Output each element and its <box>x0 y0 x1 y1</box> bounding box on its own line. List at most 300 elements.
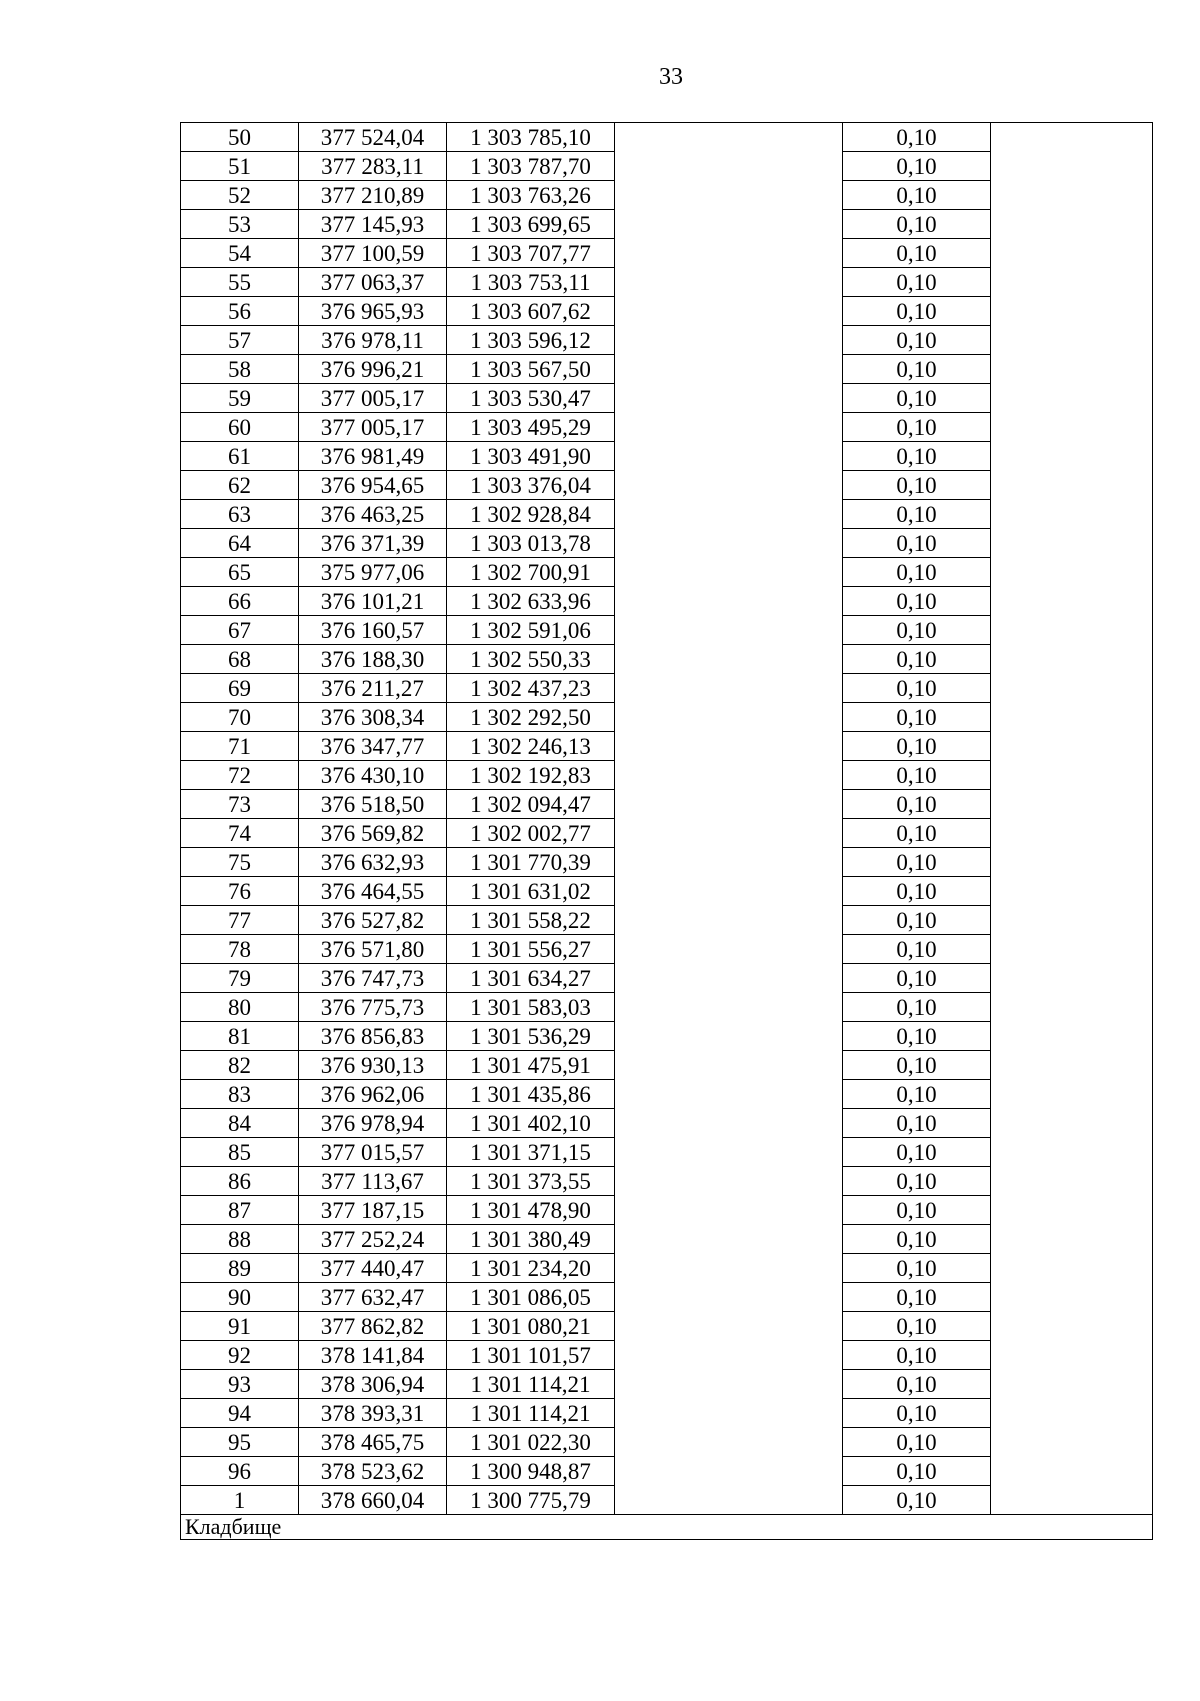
table-row <box>181 181 1153 210</box>
y-coordinate-cell: 1 302 928,84 <box>447 500 615 529</box>
y-coordinate-cell: 1 301 086,05 <box>447 1283 615 1312</box>
point-number-cell: 95 <box>181 1428 299 1457</box>
table-row <box>181 645 1153 674</box>
table-row <box>181 1283 1153 1312</box>
x-coordinate-cell: 377 063,37 <box>299 268 447 297</box>
accuracy-cell: 0,10 <box>843 1283 991 1312</box>
accuracy-cell: 0,10 <box>843 906 991 935</box>
x-coordinate-cell: 376 632,93 <box>299 848 447 877</box>
blank-cell <box>615 732 843 761</box>
blank-cell <box>991 1428 1153 1457</box>
blank-cell <box>991 1399 1153 1428</box>
table-row <box>181 442 1153 471</box>
y-coordinate-cell: 1 303 596,12 <box>447 326 615 355</box>
accuracy-cell: 0,10 <box>843 413 991 442</box>
blank-cell <box>615 790 843 819</box>
blank-cell <box>615 993 843 1022</box>
blank-cell <box>615 877 843 906</box>
point-number-cell: 73 <box>181 790 299 819</box>
x-coordinate-cell: 378 465,75 <box>299 1428 447 1457</box>
blank-cell <box>615 384 843 413</box>
blank-cell <box>615 1370 843 1399</box>
coordinates-table-container <box>180 122 1152 1540</box>
table-row <box>181 906 1153 935</box>
y-coordinate-cell: 1 302 437,23 <box>447 674 615 703</box>
accuracy-cell: 0,10 <box>843 877 991 906</box>
blank-cell <box>615 471 843 500</box>
table-row <box>181 877 1153 906</box>
blank-cell <box>615 558 843 587</box>
point-number-cell: 75 <box>181 848 299 877</box>
y-coordinate-cell: 1 303 495,29 <box>447 413 615 442</box>
x-coordinate-cell: 376 978,11 <box>299 326 447 355</box>
x-coordinate-cell: 376 965,93 <box>299 297 447 326</box>
y-coordinate-cell: 1 303 785,10 <box>447 123 615 152</box>
coordinates-table <box>180 122 1153 1540</box>
table-row <box>181 1080 1153 1109</box>
blank-cell <box>991 355 1153 384</box>
blank-cell <box>615 1428 843 1457</box>
accuracy-cell: 0,10 <box>843 1399 991 1428</box>
point-number-cell: 72 <box>181 761 299 790</box>
point-number-cell: 67 <box>181 616 299 645</box>
y-coordinate-cell: 1 303 607,62 <box>447 297 615 326</box>
x-coordinate-cell: 378 393,31 <box>299 1399 447 1428</box>
y-coordinate-cell: 1 303 699,65 <box>447 210 615 239</box>
table-row <box>181 239 1153 268</box>
blank-cell <box>991 500 1153 529</box>
accuracy-cell: 0,10 <box>843 1138 991 1167</box>
table-row <box>181 587 1153 616</box>
point-number-cell: 1 <box>181 1486 299 1515</box>
blank-cell <box>615 1051 843 1080</box>
accuracy-cell: 0,10 <box>843 645 991 674</box>
table-row <box>181 703 1153 732</box>
x-coordinate-cell: 376 962,06 <box>299 1080 447 1109</box>
blank-cell <box>615 1486 843 1515</box>
point-number-cell: 85 <box>181 1138 299 1167</box>
y-coordinate-cell: 1 302 633,96 <box>447 587 615 616</box>
blank-cell <box>991 993 1153 1022</box>
blank-cell <box>615 1109 843 1138</box>
table-row <box>181 297 1153 326</box>
y-coordinate-cell: 1 303 013,78 <box>447 529 615 558</box>
table-row <box>181 1225 1153 1254</box>
blank-cell <box>991 935 1153 964</box>
accuracy-cell: 0,10 <box>843 500 991 529</box>
table-row <box>181 732 1153 761</box>
point-number-cell: 86 <box>181 1167 299 1196</box>
blank-cell <box>615 1457 843 1486</box>
point-number-cell: 65 <box>181 558 299 587</box>
blank-cell <box>615 1138 843 1167</box>
blank-cell <box>991 790 1153 819</box>
blank-cell <box>615 1341 843 1370</box>
point-number-cell: 66 <box>181 587 299 616</box>
y-coordinate-cell: 1 301 114,21 <box>447 1370 615 1399</box>
point-number-cell: 96 <box>181 1457 299 1486</box>
blank-cell <box>991 819 1153 848</box>
blank-cell <box>615 297 843 326</box>
point-number-cell: 93 <box>181 1370 299 1399</box>
accuracy-cell: 0,10 <box>843 181 991 210</box>
x-coordinate-cell: 377 283,11 <box>299 152 447 181</box>
table-row <box>181 1399 1153 1428</box>
y-coordinate-cell: 1 301 022,30 <box>447 1428 615 1457</box>
accuracy-cell: 0,10 <box>843 1370 991 1399</box>
blank-cell <box>991 442 1153 471</box>
y-coordinate-cell: 1 301 556,27 <box>447 935 615 964</box>
x-coordinate-cell: 376 430,10 <box>299 761 447 790</box>
accuracy-cell: 0,10 <box>843 442 991 471</box>
blank-cell <box>991 123 1153 152</box>
point-number-cell: 62 <box>181 471 299 500</box>
accuracy-cell: 0,10 <box>843 616 991 645</box>
point-number-cell: 83 <box>181 1080 299 1109</box>
blank-cell <box>615 616 843 645</box>
blank-cell <box>991 181 1153 210</box>
accuracy-cell: 0,10 <box>843 529 991 558</box>
accuracy-cell: 0,10 <box>843 703 991 732</box>
point-number-cell: 94 <box>181 1399 299 1428</box>
x-coordinate-cell: 376 996,21 <box>299 355 447 384</box>
point-number-cell: 68 <box>181 645 299 674</box>
table-row <box>181 1486 1153 1515</box>
point-number-cell: 56 <box>181 297 299 326</box>
table-row <box>181 761 1153 790</box>
blank-cell <box>615 500 843 529</box>
table-row <box>181 355 1153 384</box>
point-number-cell: 55 <box>181 268 299 297</box>
y-coordinate-cell: 1 303 530,47 <box>447 384 615 413</box>
x-coordinate-cell: 376 211,27 <box>299 674 447 703</box>
y-coordinate-cell: 1 302 591,06 <box>447 616 615 645</box>
accuracy-cell: 0,10 <box>843 1312 991 1341</box>
y-coordinate-cell: 1 302 094,47 <box>447 790 615 819</box>
accuracy-cell: 0,10 <box>843 1051 991 1080</box>
table-row <box>181 1109 1153 1138</box>
y-coordinate-cell: 1 301 371,15 <box>447 1138 615 1167</box>
blank-cell <box>991 1225 1153 1254</box>
point-number-cell: 74 <box>181 819 299 848</box>
point-number-cell: 60 <box>181 413 299 442</box>
point-number-cell: 53 <box>181 210 299 239</box>
table-row <box>181 819 1153 848</box>
x-coordinate-cell: 376 569,82 <box>299 819 447 848</box>
accuracy-cell: 0,10 <box>843 1486 991 1515</box>
x-coordinate-cell: 376 978,94 <box>299 1109 447 1138</box>
x-coordinate-cell: 376 856,83 <box>299 1022 447 1051</box>
blank-cell <box>991 703 1153 732</box>
table-row <box>181 1167 1153 1196</box>
blank-cell <box>615 239 843 268</box>
accuracy-cell: 0,10 <box>843 761 991 790</box>
blank-cell <box>615 935 843 964</box>
blank-cell <box>991 558 1153 587</box>
blank-cell <box>991 413 1153 442</box>
table-row <box>181 790 1153 819</box>
point-number-cell: 71 <box>181 732 299 761</box>
table-footer-row <box>181 1515 1153 1540</box>
accuracy-cell: 0,10 <box>843 326 991 355</box>
point-number-cell: 84 <box>181 1109 299 1138</box>
x-coordinate-cell: 377 632,47 <box>299 1283 447 1312</box>
blank-cell <box>991 1486 1153 1515</box>
blank-cell <box>615 1399 843 1428</box>
point-number-cell: 77 <box>181 906 299 935</box>
point-number-cell: 57 <box>181 326 299 355</box>
y-coordinate-cell: 1 300 948,87 <box>447 1457 615 1486</box>
x-coordinate-cell: 376 527,82 <box>299 906 447 935</box>
blank-cell <box>615 181 843 210</box>
accuracy-cell: 0,10 <box>843 790 991 819</box>
blank-cell <box>615 964 843 993</box>
blank-cell <box>991 964 1153 993</box>
x-coordinate-cell: 375 977,06 <box>299 558 447 587</box>
y-coordinate-cell: 1 301 558,22 <box>447 906 615 935</box>
accuracy-cell: 0,10 <box>843 1109 991 1138</box>
x-coordinate-cell: 376 160,57 <box>299 616 447 645</box>
table-row <box>181 1312 1153 1341</box>
blank-cell <box>615 442 843 471</box>
x-coordinate-cell: 378 660,04 <box>299 1486 447 1515</box>
accuracy-cell: 0,10 <box>843 355 991 384</box>
table-row <box>181 1341 1153 1370</box>
accuracy-cell: 0,10 <box>843 1022 991 1051</box>
table-row <box>181 529 1153 558</box>
blank-cell <box>991 326 1153 355</box>
blank-cell <box>615 1080 843 1109</box>
accuracy-cell: 0,10 <box>843 123 991 152</box>
point-number-cell: 87 <box>181 1196 299 1225</box>
table-row <box>181 848 1153 877</box>
x-coordinate-cell: 377 524,04 <box>299 123 447 152</box>
table-row <box>181 1457 1153 1486</box>
blank-cell <box>991 239 1153 268</box>
table-row <box>181 935 1153 964</box>
point-number-cell: 58 <box>181 355 299 384</box>
blank-cell <box>991 210 1153 239</box>
blank-cell <box>615 848 843 877</box>
blank-cell <box>991 674 1153 703</box>
blank-cell <box>991 587 1153 616</box>
y-coordinate-cell: 1 302 700,91 <box>447 558 615 587</box>
blank-cell <box>991 268 1153 297</box>
accuracy-cell: 0,10 <box>843 1167 991 1196</box>
point-number-cell: 76 <box>181 877 299 906</box>
blank-cell <box>991 761 1153 790</box>
blank-cell <box>615 645 843 674</box>
table-row <box>181 1196 1153 1225</box>
blank-cell <box>615 703 843 732</box>
accuracy-cell: 0,10 <box>843 558 991 587</box>
blank-cell <box>991 1022 1153 1051</box>
x-coordinate-cell: 378 306,94 <box>299 1370 447 1399</box>
x-coordinate-cell: 376 775,73 <box>299 993 447 1022</box>
accuracy-cell: 0,10 <box>843 964 991 993</box>
point-number-cell: 59 <box>181 384 299 413</box>
table-row <box>181 413 1153 442</box>
y-coordinate-cell: 1 302 550,33 <box>447 645 615 674</box>
blank-cell <box>615 529 843 558</box>
point-number-cell: 79 <box>181 964 299 993</box>
accuracy-cell: 0,10 <box>843 268 991 297</box>
table-row <box>181 268 1153 297</box>
x-coordinate-cell: 377 100,59 <box>299 239 447 268</box>
x-coordinate-cell: 377 015,57 <box>299 1138 447 1167</box>
blank-cell <box>615 326 843 355</box>
accuracy-cell: 0,10 <box>843 732 991 761</box>
blank-cell <box>615 1196 843 1225</box>
y-coordinate-cell: 1 301 101,57 <box>447 1341 615 1370</box>
blank-cell <box>991 1370 1153 1399</box>
x-coordinate-cell: 376 463,25 <box>299 500 447 529</box>
point-number-cell: 69 <box>181 674 299 703</box>
blank-cell <box>991 732 1153 761</box>
y-coordinate-cell: 1 301 475,91 <box>447 1051 615 1080</box>
y-coordinate-cell: 1 303 763,26 <box>447 181 615 210</box>
y-coordinate-cell: 1 301 373,55 <box>447 1167 615 1196</box>
y-coordinate-cell: 1 301 114,21 <box>447 1399 615 1428</box>
blank-cell <box>615 1283 843 1312</box>
blank-cell <box>991 1312 1153 1341</box>
blank-cell <box>615 1022 843 1051</box>
section-label: Кладбище <box>181 1515 1153 1540</box>
x-coordinate-cell: 377 210,89 <box>299 181 447 210</box>
blank-cell <box>991 471 1153 500</box>
blank-cell <box>615 152 843 181</box>
table-row <box>181 674 1153 703</box>
y-coordinate-cell: 1 300 775,79 <box>447 1486 615 1515</box>
accuracy-cell: 0,10 <box>843 471 991 500</box>
y-coordinate-cell: 1 301 380,49 <box>447 1225 615 1254</box>
accuracy-cell: 0,10 <box>843 993 991 1022</box>
x-coordinate-cell: 377 862,82 <box>299 1312 447 1341</box>
blank-cell <box>991 529 1153 558</box>
x-coordinate-cell: 377 252,24 <box>299 1225 447 1254</box>
y-coordinate-cell: 1 302 002,77 <box>447 819 615 848</box>
y-coordinate-cell: 1 301 435,86 <box>447 1080 615 1109</box>
accuracy-cell: 0,10 <box>843 935 991 964</box>
y-coordinate-cell: 1 303 787,70 <box>447 152 615 181</box>
x-coordinate-cell: 377 113,67 <box>299 1167 447 1196</box>
accuracy-cell: 0,10 <box>843 1341 991 1370</box>
accuracy-cell: 0,10 <box>843 1080 991 1109</box>
table-row <box>181 500 1153 529</box>
blank-cell <box>991 906 1153 935</box>
blank-cell <box>615 123 843 152</box>
blank-cell <box>615 1167 843 1196</box>
point-number-cell: 82 <box>181 1051 299 1080</box>
point-number-cell: 90 <box>181 1283 299 1312</box>
table-row <box>181 1022 1153 1051</box>
blank-cell <box>991 1341 1153 1370</box>
y-coordinate-cell: 1 303 753,11 <box>447 268 615 297</box>
table-row <box>181 1428 1153 1457</box>
accuracy-cell: 0,10 <box>843 1254 991 1283</box>
accuracy-cell: 0,10 <box>843 674 991 703</box>
accuracy-cell: 0,10 <box>843 819 991 848</box>
y-coordinate-cell: 1 302 246,13 <box>447 732 615 761</box>
x-coordinate-cell: 376 371,39 <box>299 529 447 558</box>
table-row <box>181 993 1153 1022</box>
y-coordinate-cell: 1 302 192,83 <box>447 761 615 790</box>
table-row <box>181 1370 1153 1399</box>
table-row <box>181 1051 1153 1080</box>
x-coordinate-cell: 376 518,50 <box>299 790 447 819</box>
blank-cell <box>991 1109 1153 1138</box>
accuracy-cell: 0,10 <box>843 210 991 239</box>
blank-cell <box>991 645 1153 674</box>
accuracy-cell: 0,10 <box>843 239 991 268</box>
blank-cell <box>991 1080 1153 1109</box>
point-number-cell: 52 <box>181 181 299 210</box>
accuracy-cell: 0,10 <box>843 1457 991 1486</box>
blank-cell <box>991 1283 1153 1312</box>
point-number-cell: 81 <box>181 1022 299 1051</box>
blank-cell <box>991 1051 1153 1080</box>
blank-cell <box>991 1196 1153 1225</box>
point-number-cell: 80 <box>181 993 299 1022</box>
point-number-cell: 63 <box>181 500 299 529</box>
y-coordinate-cell: 1 301 631,02 <box>447 877 615 906</box>
x-coordinate-cell: 376 954,65 <box>299 471 447 500</box>
page-number: 33 <box>659 64 683 90</box>
blank-cell <box>615 761 843 790</box>
table-row <box>181 1254 1153 1283</box>
y-coordinate-cell: 1 303 491,90 <box>447 442 615 471</box>
blank-cell <box>991 877 1153 906</box>
blank-cell <box>615 819 843 848</box>
y-coordinate-cell: 1 303 376,04 <box>447 471 615 500</box>
y-coordinate-cell: 1 301 080,21 <box>447 1312 615 1341</box>
blank-cell <box>991 1138 1153 1167</box>
point-number-cell: 92 <box>181 1341 299 1370</box>
accuracy-cell: 0,10 <box>843 152 991 181</box>
accuracy-cell: 0,10 <box>843 297 991 326</box>
table-row <box>181 123 1153 152</box>
accuracy-cell: 0,10 <box>843 384 991 413</box>
point-number-cell: 61 <box>181 442 299 471</box>
x-coordinate-cell: 376 101,21 <box>299 587 447 616</box>
y-coordinate-cell: 1 301 634,27 <box>447 964 615 993</box>
x-coordinate-cell: 376 747,73 <box>299 964 447 993</box>
x-coordinate-cell: 376 464,55 <box>299 877 447 906</box>
blank-cell <box>615 210 843 239</box>
blank-cell <box>615 268 843 297</box>
point-number-cell: 88 <box>181 1225 299 1254</box>
point-number-cell: 70 <box>181 703 299 732</box>
y-coordinate-cell: 1 302 292,50 <box>447 703 615 732</box>
blank-cell <box>615 355 843 384</box>
blank-cell <box>991 384 1153 413</box>
x-coordinate-cell: 376 571,80 <box>299 935 447 964</box>
accuracy-cell: 0,10 <box>843 848 991 877</box>
table-row <box>181 210 1153 239</box>
blank-cell <box>991 1167 1153 1196</box>
point-number-cell: 78 <box>181 935 299 964</box>
table-row <box>181 152 1153 181</box>
point-number-cell: 50 <box>181 123 299 152</box>
x-coordinate-cell: 377 440,47 <box>299 1254 447 1283</box>
accuracy-cell: 0,10 <box>843 1428 991 1457</box>
x-coordinate-cell: 376 188,30 <box>299 645 447 674</box>
blank-cell <box>991 1254 1153 1283</box>
x-coordinate-cell: 378 523,62 <box>299 1457 447 1486</box>
x-coordinate-cell: 378 141,84 <box>299 1341 447 1370</box>
table-row <box>181 1138 1153 1167</box>
table-row <box>181 558 1153 587</box>
